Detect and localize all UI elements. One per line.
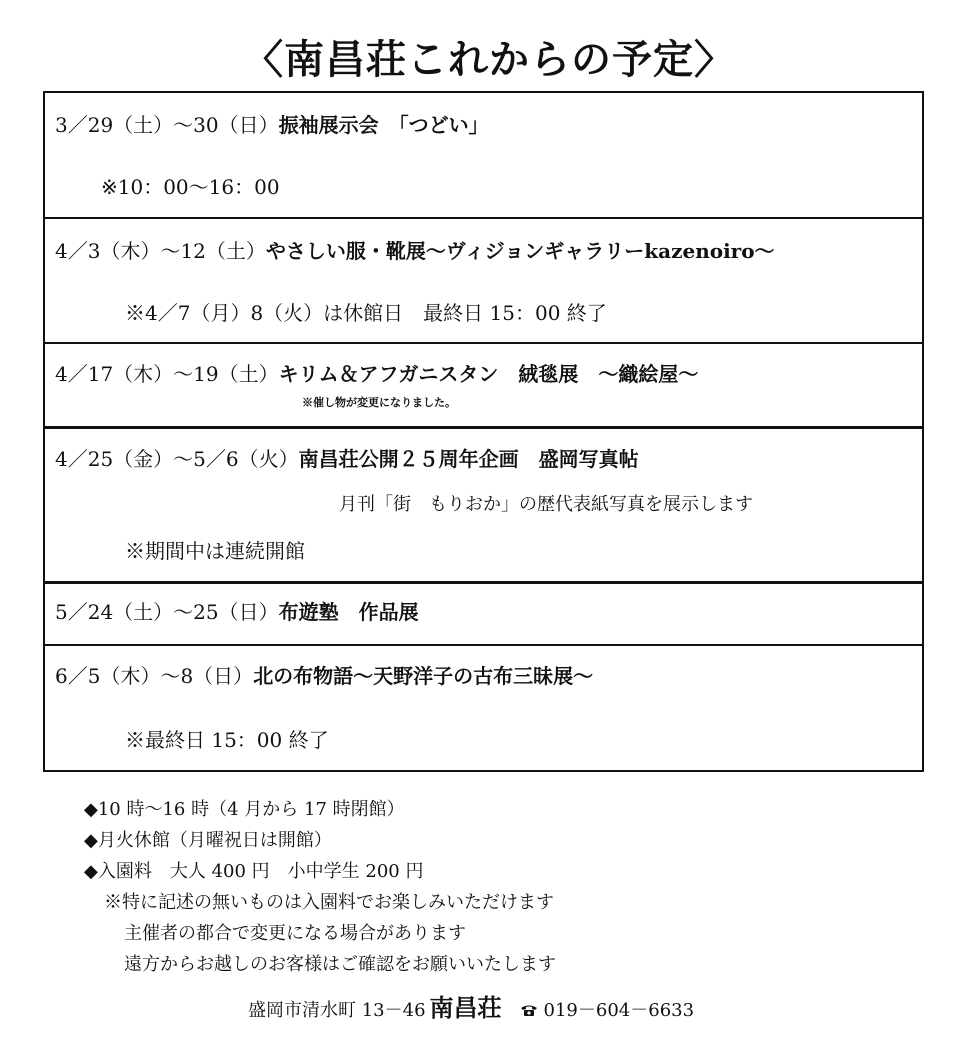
event-change-note: ※催し物が変更になりました。 xyxy=(302,396,456,409)
schedule-table xyxy=(43,91,924,772)
event-row xyxy=(45,217,922,342)
event-heading xyxy=(55,445,639,473)
event-date: 4／25（金）～5／6（火） xyxy=(55,447,299,471)
event-heading xyxy=(55,237,775,265)
event-subtitle: 月刊「街 もりおか」の歴代表紙写真を展示します xyxy=(339,494,753,515)
info-note: 主催者の都合で変更になる場合があります xyxy=(124,923,466,944)
event-name: 南昌荘公開２５周年企画 盛岡写真帖 xyxy=(298,447,639,471)
event-date: 4／17（木）～19（土） xyxy=(55,362,279,386)
footer-contact xyxy=(248,990,694,1029)
event-note: ※期間中は連続開館 xyxy=(125,539,305,563)
info-note: 遠方からお越しのお客様はご確認をお願いいたします xyxy=(124,954,556,975)
event-row xyxy=(45,644,922,770)
address: 盛岡市清水町 13－46 xyxy=(248,1000,426,1021)
event-row xyxy=(45,342,922,426)
event-name: キリム＆アフガニスタン 絨毯展 ～織絵屋～ xyxy=(278,362,699,386)
event-heading xyxy=(55,360,698,388)
info-note: ※特に記述の無いものは入園料でお楽しみいただけます xyxy=(104,892,554,913)
event-heading xyxy=(55,662,593,690)
event-date: 4／3（木）～12（土） xyxy=(55,239,266,263)
event-note: ※4／7（月）8（火）は休館日 最終日 15：00 終了 xyxy=(125,301,607,325)
event-name: 北の布物語～天野洋子の古布三昧展～ xyxy=(253,664,594,688)
hours-line: ◆10 時～16 時（4 月から 17 時閉館） xyxy=(84,799,405,820)
visitor-info xyxy=(84,794,556,980)
event-date: 3／29（土）～30（日） xyxy=(55,113,279,137)
event-note: ※最終日 15：00 終了 xyxy=(125,728,329,752)
event-heading xyxy=(55,111,489,139)
event-date: 6／5（木）～8（日） xyxy=(55,664,254,688)
event-name: やさしい服・靴展～ヴィジョンギャラリーkazenoiro～ xyxy=(265,239,775,263)
phone-number: 019－604－6633 xyxy=(543,1000,695,1021)
venue-name: 南昌荘 xyxy=(429,993,502,1022)
admission-fee-line: ◆入園料 大人 400 円 小中学生 200 円 xyxy=(84,861,424,882)
event-name: 振袖展示会 「つどい」 xyxy=(278,113,489,137)
event-note: ※10：00～16：00 xyxy=(101,175,280,199)
event-row xyxy=(45,426,922,581)
phone-icon xyxy=(520,994,538,1007)
page-title: 〈南昌荘これからの予定〉 xyxy=(243,36,735,83)
event-date: 5／24（土）～25（日） xyxy=(55,600,279,624)
event-row xyxy=(45,93,922,217)
event-row xyxy=(45,581,922,644)
event-heading xyxy=(55,598,419,626)
closed-days-line: ◆月火休館（月曜祝日は開館） xyxy=(84,830,332,851)
event-name: 布遊塾 作品展 xyxy=(278,600,419,624)
